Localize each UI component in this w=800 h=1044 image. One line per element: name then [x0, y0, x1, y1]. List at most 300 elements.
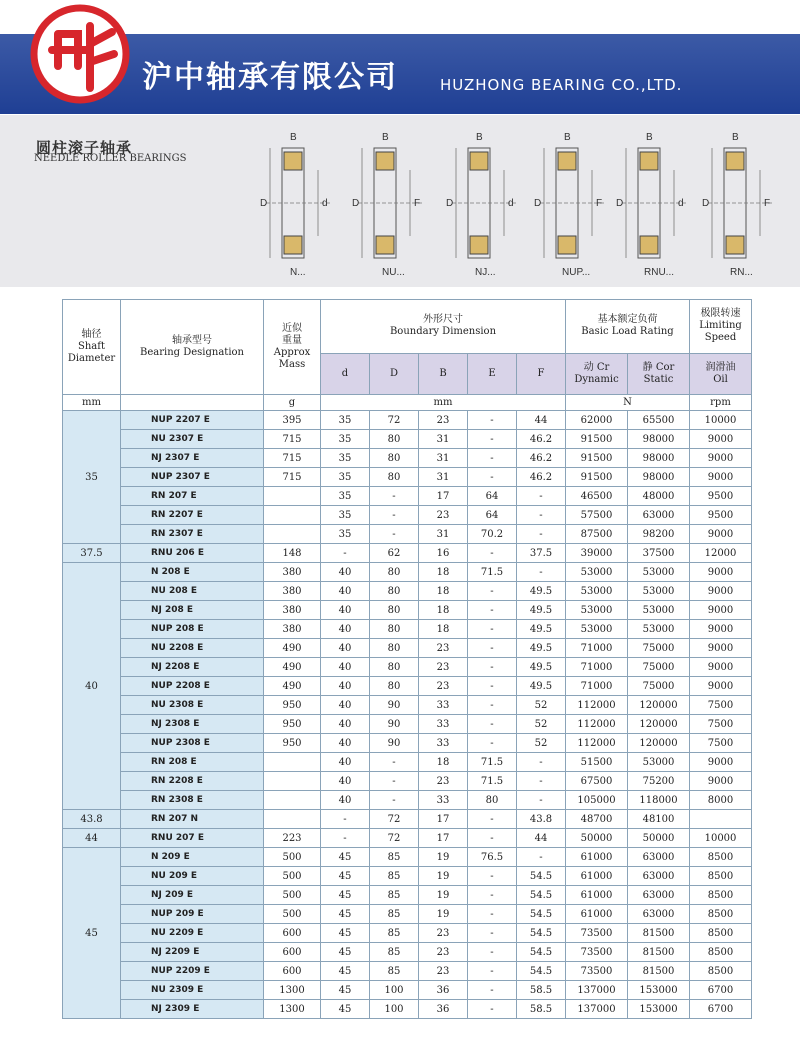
row-B: 17	[419, 487, 468, 506]
row-B: 19	[419, 867, 468, 886]
row-mass	[264, 753, 321, 772]
row-cor: 98200	[628, 525, 690, 544]
row-designation: NJ 2308 E	[121, 715, 264, 734]
diagram-roller-top	[376, 152, 394, 170]
row-F: 58.5	[517, 981, 566, 1000]
row-cr: 73500	[566, 943, 628, 962]
row-designation: NJ 2309 E	[121, 1000, 264, 1019]
row-cr: 48700	[566, 810, 628, 829]
row-cr: 53000	[566, 582, 628, 601]
unit-dimension: mm	[321, 395, 566, 411]
diagram-group	[260, 132, 772, 258]
table-row	[63, 981, 752, 1000]
row-speed: 8500	[690, 886, 752, 905]
table-row	[63, 468, 752, 487]
row-E: -	[468, 886, 517, 905]
diagram-roller-bottom	[376, 236, 394, 254]
row-D: 90	[370, 696, 419, 715]
row-cor: 153000	[628, 981, 690, 1000]
row-cor: 75000	[628, 658, 690, 677]
row-D: 80	[370, 601, 419, 620]
unit-load: N	[566, 395, 690, 411]
row-cr: 73500	[566, 962, 628, 981]
header-oil	[690, 353, 752, 394]
row-E: -	[468, 430, 517, 449]
row-cor: 53000	[628, 601, 690, 620]
row-mass: 1300	[264, 981, 321, 1000]
row-B: 36	[419, 981, 468, 1000]
row-D: 72	[370, 829, 419, 848]
row-mass: 380	[264, 601, 321, 620]
diagram-dim-B: B	[290, 132, 297, 143]
row-D: -	[370, 487, 419, 506]
row-cr: 57500	[566, 506, 628, 525]
row-E: 70.2	[468, 525, 517, 544]
section-title-en: NEEDLE ROLLER BEARINGS	[34, 153, 187, 164]
row-D: 85	[370, 867, 419, 886]
row-B: 31	[419, 449, 468, 468]
row-B: 23	[419, 924, 468, 943]
table-row	[63, 848, 752, 867]
row-mass: 600	[264, 962, 321, 981]
row-E: -	[468, 715, 517, 734]
row-speed: 9500	[690, 506, 752, 525]
row-F: 46.2	[517, 430, 566, 449]
row-F: 49.5	[517, 620, 566, 639]
row-cor: 48000	[628, 487, 690, 506]
header-speed-en1: Limiting	[699, 320, 742, 332]
row-designation: NUP 209 E	[121, 905, 264, 924]
row-B: 23	[419, 658, 468, 677]
row-cr: 61000	[566, 886, 628, 905]
row-d: 40	[321, 582, 370, 601]
diagram-dim-B: B	[382, 132, 389, 143]
row-d: 40	[321, 563, 370, 582]
row-cr: 53000	[566, 563, 628, 582]
diagram-roller-bottom	[284, 236, 302, 254]
row-F: 44	[517, 411, 566, 430]
diagram-dim-D: D	[534, 198, 542, 209]
row-E: -	[468, 810, 517, 829]
row-B: 23	[419, 506, 468, 525]
unit-shaft: mm	[63, 395, 121, 411]
row-mass	[264, 525, 321, 544]
row-F: -	[517, 487, 566, 506]
row-B: 31	[419, 468, 468, 487]
table-row	[63, 601, 752, 620]
row-d: 35	[321, 525, 370, 544]
row-speed: 8500	[690, 867, 752, 886]
row-F: 46.2	[517, 468, 566, 487]
row-designation: RN 2207 E	[121, 506, 264, 525]
row-shaft-diameter: 45	[63, 848, 121, 1019]
diagram-dim-B: B	[476, 132, 483, 143]
company-name-en: HUZHONG BEARING CO.,LTD.	[440, 76, 683, 94]
row-cr: 112000	[566, 715, 628, 734]
table-row	[63, 449, 752, 468]
row-E: 80	[468, 791, 517, 810]
diagram-roller-top	[470, 152, 488, 170]
row-mass: 380	[264, 582, 321, 601]
row-B: 17	[419, 829, 468, 848]
row-mass: 950	[264, 715, 321, 734]
bearing-diagrams	[240, 118, 800, 283]
row-cor: 53000	[628, 753, 690, 772]
row-F: -	[517, 772, 566, 791]
header-mass-cn2: 重量	[282, 335, 302, 346]
row-mass: 223	[264, 829, 321, 848]
row-F: -	[517, 848, 566, 867]
row-mass: 715	[264, 468, 321, 487]
table-row	[63, 696, 752, 715]
row-d: 40	[321, 715, 370, 734]
table-row	[63, 582, 752, 601]
row-D: 85	[370, 962, 419, 981]
header-desig-cn: 轴承型号	[172, 335, 212, 346]
row-E: -	[468, 1000, 517, 1019]
row-mass	[264, 772, 321, 791]
row-d: 40	[321, 620, 370, 639]
row-speed: 10000	[690, 411, 752, 430]
row-speed: 9000	[690, 753, 752, 772]
table-row	[63, 867, 752, 886]
diagram-label-n: N...	[290, 267, 306, 278]
row-designation: NUP 208 E	[121, 620, 264, 639]
row-d: 45	[321, 943, 370, 962]
row-designation: NU 2309 E	[121, 981, 264, 1000]
table-row	[63, 886, 752, 905]
row-d: 35	[321, 449, 370, 468]
row-F: 54.5	[517, 905, 566, 924]
row-speed: 9000	[690, 658, 752, 677]
diagram-roller-top	[640, 152, 658, 170]
table-row	[63, 639, 752, 658]
row-F: -	[517, 563, 566, 582]
row-mass: 490	[264, 677, 321, 696]
row-d: 35	[321, 506, 370, 525]
bearing-table	[62, 299, 752, 1019]
row-d: 45	[321, 1000, 370, 1019]
row-E: 76.5	[468, 848, 517, 867]
table-row	[63, 430, 752, 449]
unit-mass: g	[264, 395, 321, 411]
row-speed	[690, 810, 752, 829]
row-D: 85	[370, 924, 419, 943]
table-row	[63, 943, 752, 962]
row-speed: 9500	[690, 487, 752, 506]
row-cor: 81500	[628, 943, 690, 962]
row-F: 46.2	[517, 449, 566, 468]
row-cr: 91500	[566, 449, 628, 468]
table-row	[63, 791, 752, 810]
table-row	[63, 924, 752, 943]
diagram-label-nj: NJ...	[475, 267, 496, 278]
diagram-label-rnu: RNU...	[644, 267, 674, 278]
row-F: 54.5	[517, 867, 566, 886]
row-designation: NUP 2208 E	[121, 677, 264, 696]
row-B: 18	[419, 753, 468, 772]
row-B: 19	[419, 905, 468, 924]
row-F: 54.5	[517, 924, 566, 943]
row-designation: NJ 208 E	[121, 601, 264, 620]
row-D: 100	[370, 981, 419, 1000]
row-cr: 71000	[566, 658, 628, 677]
header-B: B	[419, 353, 468, 394]
huzhong-logo-icon	[30, 4, 130, 104]
row-speed: 9000	[690, 430, 752, 449]
header-oil-cn: 润滑油	[705, 361, 736, 373]
row-d: 40	[321, 677, 370, 696]
row-mass: 380	[264, 620, 321, 639]
row-speed: 8000	[690, 791, 752, 810]
row-cr: 39000	[566, 544, 628, 563]
row-F: 54.5	[517, 886, 566, 905]
row-d: 45	[321, 962, 370, 981]
diagram-dim-D: D	[702, 198, 710, 209]
row-D: 85	[370, 886, 419, 905]
row-cor: 120000	[628, 715, 690, 734]
diagram-dim-D: D	[260, 198, 268, 209]
header-shaft-en2: Diameter	[67, 353, 116, 364]
row-mass: 380	[264, 563, 321, 582]
table-row	[63, 411, 752, 430]
row-speed: 8500	[690, 848, 752, 867]
row-d: 45	[321, 848, 370, 867]
row-B: 23	[419, 943, 468, 962]
row-B: 23	[419, 411, 468, 430]
row-cr: 71000	[566, 677, 628, 696]
row-cr: 112000	[566, 696, 628, 715]
row-E: 64	[468, 506, 517, 525]
row-B: 23	[419, 677, 468, 696]
row-cr: 71000	[566, 639, 628, 658]
row-D: 85	[370, 943, 419, 962]
row-d: 45	[321, 981, 370, 1000]
row-cor: 63000	[628, 506, 690, 525]
row-cor: 81500	[628, 962, 690, 981]
row-designation: NU 2209 E	[121, 924, 264, 943]
row-B: 33	[419, 696, 468, 715]
row-B: 23	[419, 772, 468, 791]
row-F: 52	[517, 734, 566, 753]
row-B: 23	[419, 962, 468, 981]
row-E: -	[468, 734, 517, 753]
row-B: 19	[419, 886, 468, 905]
row-cr: 137000	[566, 981, 628, 1000]
table-row	[63, 1000, 752, 1019]
row-cor: 81500	[628, 924, 690, 943]
row-B: 31	[419, 430, 468, 449]
header-E: E	[468, 353, 517, 394]
diagram-dim-inner: F	[414, 198, 421, 209]
row-F: 54.5	[517, 962, 566, 981]
diagram-dim-inner: F	[596, 198, 603, 209]
row-E: 64	[468, 487, 517, 506]
row-D: 72	[370, 411, 419, 430]
row-mass: 500	[264, 848, 321, 867]
row-designation: NUP 2209 E	[121, 962, 264, 981]
header-desig-en: Bearing Designation	[140, 347, 244, 358]
row-E: -	[468, 829, 517, 848]
row-F: 44	[517, 829, 566, 848]
row-mass	[264, 810, 321, 829]
row-D: 80	[370, 677, 419, 696]
row-B: 18	[419, 563, 468, 582]
diagram-dim-D: D	[446, 198, 454, 209]
row-B: 18	[419, 620, 468, 639]
row-D: 80	[370, 639, 419, 658]
table-row	[63, 810, 752, 829]
row-F: 43.8	[517, 810, 566, 829]
row-D: -	[370, 753, 419, 772]
diagram-label-nup: NUP...	[562, 267, 591, 278]
header-mass-cn1: 近似	[282, 323, 302, 334]
row-d: 45	[321, 886, 370, 905]
row-D: 80	[370, 449, 419, 468]
diagram-dim-inner: d	[322, 198, 328, 209]
row-cor: 65500	[628, 411, 690, 430]
row-D: -	[370, 525, 419, 544]
row-cor: 118000	[628, 791, 690, 810]
unit-speed: rpm	[690, 395, 752, 411]
row-cr: 51500	[566, 753, 628, 772]
row-E: -	[468, 905, 517, 924]
header-cr	[566, 353, 628, 394]
section-banner	[0, 115, 800, 287]
row-B: 33	[419, 734, 468, 753]
diagram-roller-top	[284, 152, 302, 170]
row-speed: 9000	[690, 563, 752, 582]
row-mass: 490	[264, 639, 321, 658]
row-B: 17	[419, 810, 468, 829]
row-designation: NU 2307 E	[121, 430, 264, 449]
row-d: 40	[321, 772, 370, 791]
row-cr: 61000	[566, 867, 628, 886]
section-title-cn: 圆柱滚子轴承	[36, 139, 133, 157]
row-F: -	[517, 791, 566, 810]
row-mass: 148	[264, 544, 321, 563]
diagram-dim-inner: d	[678, 198, 684, 209]
row-d: 40	[321, 601, 370, 620]
table-row	[63, 772, 752, 791]
row-speed: 9000	[690, 772, 752, 791]
row-F: 52	[517, 696, 566, 715]
header-dimension	[321, 300, 566, 354]
row-E: -	[468, 962, 517, 981]
row-designation: NJ 2208 E	[121, 658, 264, 677]
row-D: 80	[370, 468, 419, 487]
row-speed: 9000	[690, 620, 752, 639]
table-row	[63, 734, 752, 753]
row-D: 100	[370, 1000, 419, 1019]
row-designation: NUP 2308 E	[121, 734, 264, 753]
row-cor: 53000	[628, 582, 690, 601]
row-F: 49.5	[517, 639, 566, 658]
row-shaft-diameter: 40	[63, 563, 121, 810]
row-mass	[264, 506, 321, 525]
row-d: 35	[321, 487, 370, 506]
row-cr: 73500	[566, 924, 628, 943]
row-speed: 9000	[690, 582, 752, 601]
row-speed: 9000	[690, 468, 752, 487]
row-designation: NJ 2307 E	[121, 449, 264, 468]
row-E: -	[468, 981, 517, 1000]
table-row	[63, 506, 752, 525]
row-cor: 98000	[628, 449, 690, 468]
row-cr: 61000	[566, 848, 628, 867]
row-D: 80	[370, 658, 419, 677]
row-d: 40	[321, 753, 370, 772]
row-designation: RN 2307 E	[121, 525, 264, 544]
row-mass: 950	[264, 696, 321, 715]
header-speed-en2: Speed	[704, 332, 737, 344]
row-B: 18	[419, 601, 468, 620]
row-cr: 46500	[566, 487, 628, 506]
row-speed: 6700	[690, 981, 752, 1000]
row-speed: 9000	[690, 449, 752, 468]
row-speed: 9000	[690, 677, 752, 696]
row-cr: 50000	[566, 829, 628, 848]
row-mass: 600	[264, 924, 321, 943]
row-mass: 490	[264, 658, 321, 677]
header-mass-en2: Mass	[278, 359, 306, 370]
row-E: -	[468, 449, 517, 468]
row-E: 71.5	[468, 772, 517, 791]
row-D: 62	[370, 544, 419, 563]
row-d: 40	[321, 639, 370, 658]
diagram-roller-bottom	[470, 236, 488, 254]
row-cr: 112000	[566, 734, 628, 753]
row-cr: 91500	[566, 468, 628, 487]
header-oil-en: Oil	[713, 373, 728, 385]
table-row	[63, 962, 752, 981]
row-designation: NUP 2307 E	[121, 468, 264, 487]
row-designation: NU 209 E	[121, 867, 264, 886]
row-F: 49.5	[517, 677, 566, 696]
company-name-cn: 沪中轴承有限公司	[142, 60, 398, 95]
row-cr: 87500	[566, 525, 628, 544]
row-F: -	[517, 525, 566, 544]
row-E: -	[468, 468, 517, 487]
row-B: 31	[419, 525, 468, 544]
row-E: 71.5	[468, 563, 517, 582]
header-dim-en: Boundary Dimension	[389, 326, 497, 338]
diagram-roller-bottom	[726, 236, 744, 254]
row-B: 33	[419, 791, 468, 810]
row-shaft-diameter: 43.8	[63, 810, 121, 829]
diagram-dim-B: B	[646, 132, 653, 143]
row-speed: 9000	[690, 525, 752, 544]
diagram-dim-inner: F	[764, 198, 771, 209]
row-cor: 53000	[628, 563, 690, 582]
row-d: -	[321, 544, 370, 563]
row-F: 37.5	[517, 544, 566, 563]
row-D: -	[370, 772, 419, 791]
row-F: -	[517, 753, 566, 772]
header-cor-en: Static	[643, 373, 674, 385]
row-D: 85	[370, 905, 419, 924]
row-E: -	[468, 658, 517, 677]
row-cor: 75200	[628, 772, 690, 791]
header-speed-cn: 极限转速	[700, 308, 741, 320]
row-F: 58.5	[517, 1000, 566, 1019]
row-cor: 98000	[628, 430, 690, 449]
row-E: -	[468, 677, 517, 696]
row-speed: 7500	[690, 734, 752, 753]
table-row	[63, 715, 752, 734]
row-mass: 1300	[264, 1000, 321, 1019]
row-cor: 75000	[628, 677, 690, 696]
